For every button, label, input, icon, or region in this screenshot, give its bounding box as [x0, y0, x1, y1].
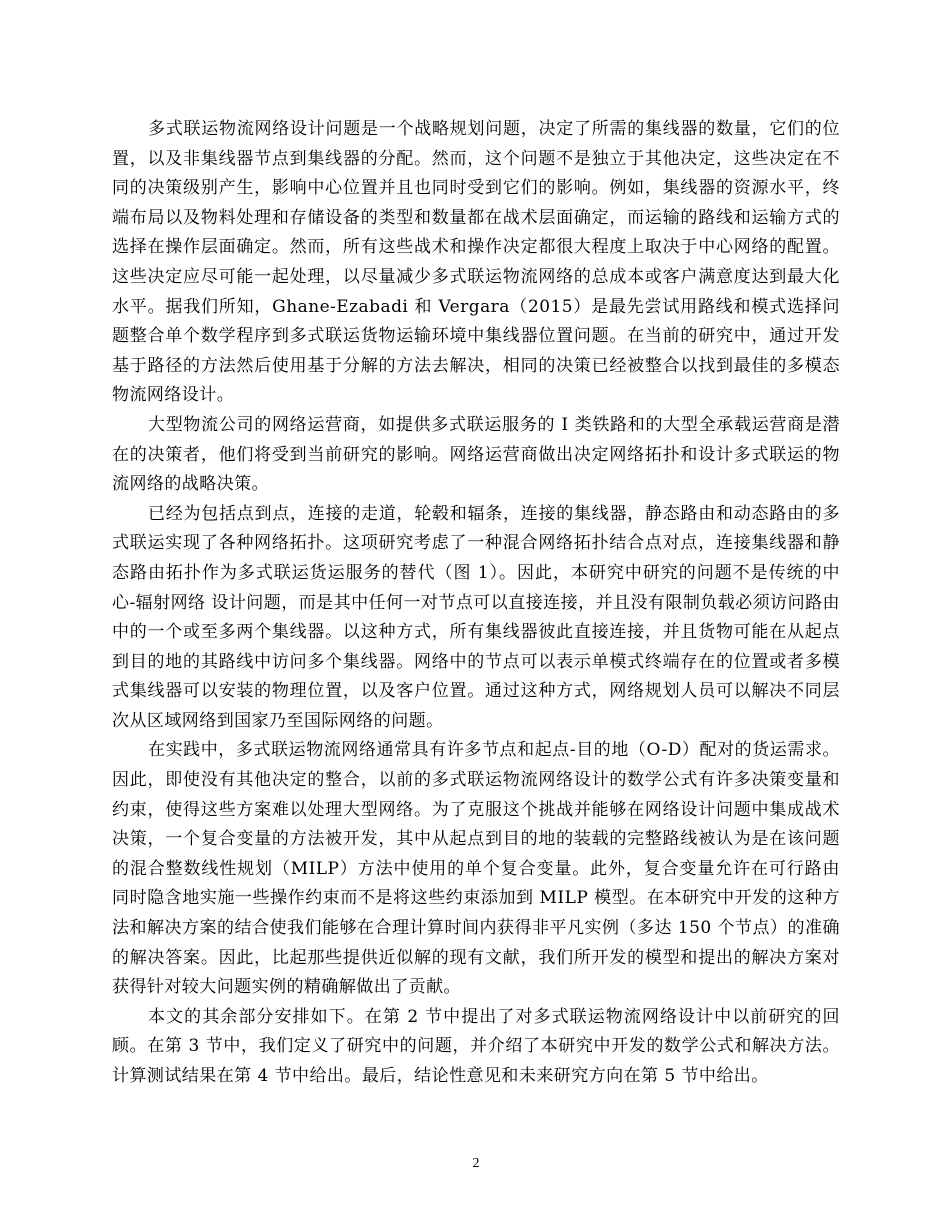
paragraph-decision-makers: 大型物流公司的网络运营商，如提供多式联运服务的 I 类铁路和的大型全承载运营商是潜在的决策者，他们将受到当前研究的影响。网络运营商做出决定网络拓扑和设计多式联运的物流网络的战略决策。	[112, 414, 840, 495]
paragraph-problem-overview: 多式联运物流网络设计问题是一个战略规划问题，决定了所需的集线器的数量，它们的位置，以及非集线器节点到集线器的分配。然而，这个问题不是独立于其他决定，这些决定在不同的决策级别产生，影响中心位置并且也同时受到它们的影响。例如，集线器的资源水平，终端布局以及物料处理和存储设备的类型和数量都在战术层面确定，而运输的路线和运输方式的选择在操作层面确定。然而，所有这些战术和操作决定都很大程度上取决于中心网络的配置。这些决定应尽可能一起处理，以尽量减少多式联运物流网络的总成本或客户满意度达到最大化水平。据我们所知，Ghane-Ezabadi 和 Vergara（2015）是最先尝试用路线和模式选择问题整合单个数学程序到多式联运货物运输环境中集线器位置问题。在当前的研究中，通过开发基于路径的方法然后使用基于分解的方法去解决，相同的决策已经被整合以找到最佳的多模态物流网络设计。	[112, 119, 840, 406]
page-number: 2	[472, 1156, 480, 1171]
paragraph-network-topologies: 已经为包括点到点，连接的走道，轮毂和辐条，连接的集线器，静态路由和动态路由的多式联运实现了各种网络拓扑。这项研究考虑了一种混合网络拓扑结合点对点，连接集线器和静态路由拓扑作为多式联运货运服务的替代（图 1）。因此，本研究中研究的问题不是传统的中心-辐射网络 设计问题，而是其中任何一对节点可以直接连接，并且没有限制负载必须访问路由中的一个或至多两个集线器。以这种方式，所有集线器彼此直接连接，并且货物可能在从起点到目的地的其路线中访问多个集线器。网络中的节点可以表示单模式终端存在的位置或者多模式集线器可以安装的物理位置，以及客户位置。通过这种方式，网络规划人员可以解决不同层次从区域网络到国家乃至国际网络的问题。	[112, 503, 840, 731]
document-body	[112, 115, 840, 1092]
paragraph-paper-outline: 本文的其余部分安排如下。在第 2 节中提出了对多式联运物流网络设计中以前研究的回顾。在第 3 节中，我们定义了研究中的问题，并介绍了本研究中开发的数学公式和解决方法。计算测试结果在第 4 节中给出。最后，结论性意见和未来研究方向在第 5 节中给出。	[112, 1006, 840, 1086]
paragraph-composite-variables: 在实践中，多式联运物流网络通常具有许多节点和起点-目的地（O-D）配对的货运需求。因此，即使没有其他决定的整合，以前的多式联运物流网络设计的数学公式有许多决策变量和约束，使得这些方案难以处理大型网络。为了克服这个挑战并能够在网络设计问题中集成战术决策，一个复合变量的方法被开发，其中从起点到目的地的装载的完整路线被认为是在该问题的混合整数线性规划（MILP）方法中使用的单个复合变量。此外，复合变量允许在可行路由同时隐含地实施一些操作约束而不是将这些约束添加到 MILP 模型。在本研究中开发的这种方法和解决方案的结合使我们能够在合理计算时间内获得非平凡实例（多达 150 个节点）的准确的解决答案。因此，比起那些提供近似解的现有文献，我们所开发的模型和提出的解决方案对获得针对较大问题实例的精确解做出了贡献。	[112, 740, 840, 998]
